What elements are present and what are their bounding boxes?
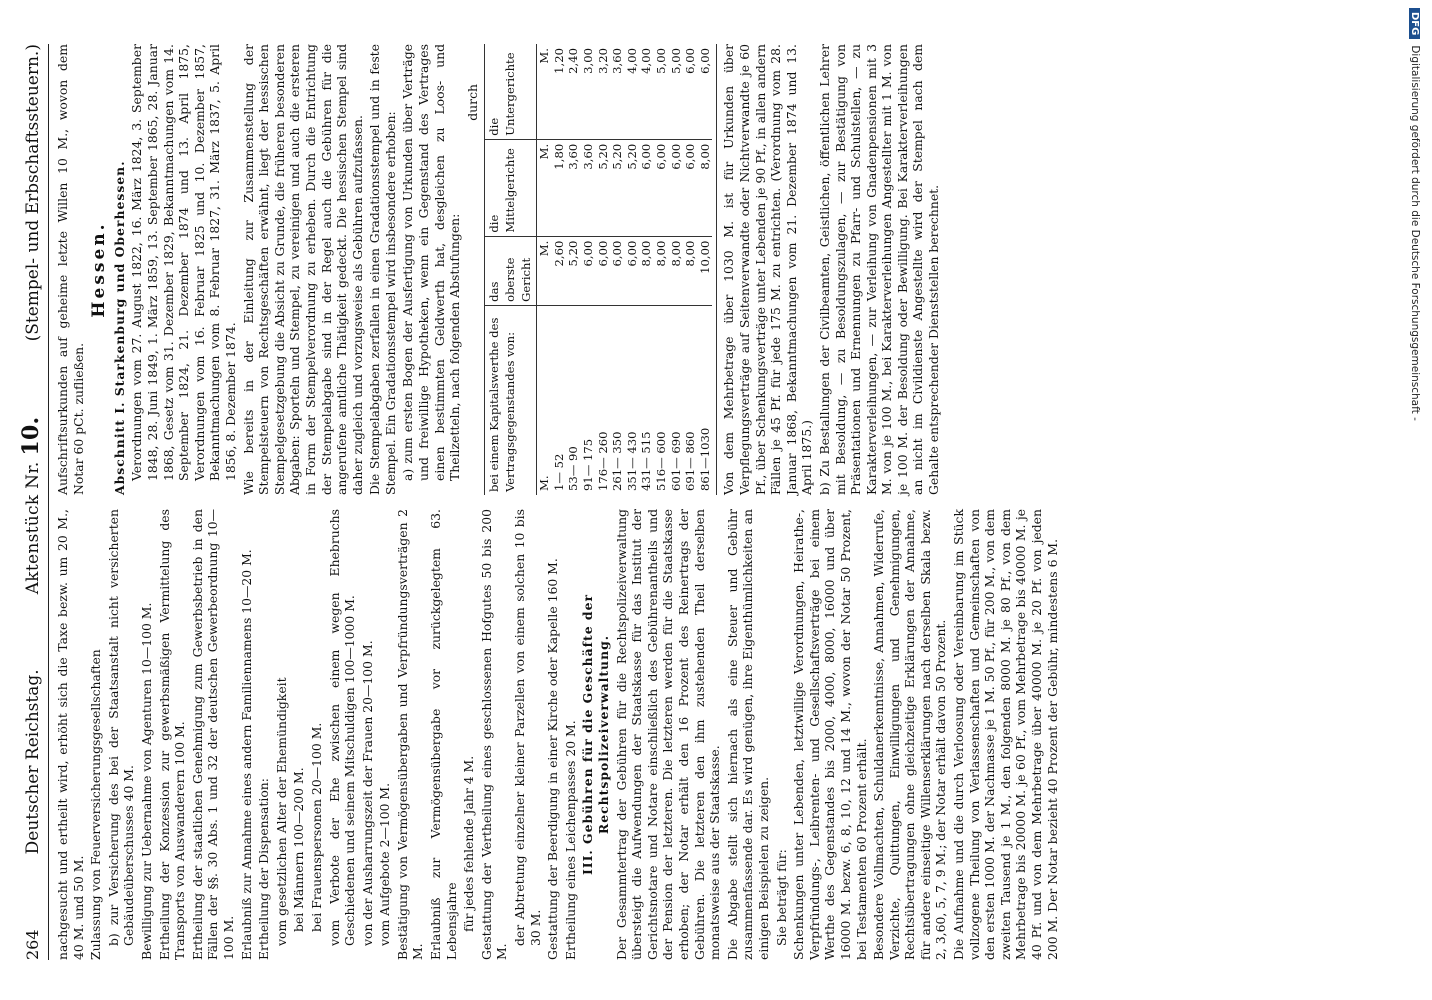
table-cell: 6,00 — [639, 139, 654, 236]
table-cell: 5,20 — [625, 139, 640, 236]
table-cell: 3,60 — [566, 139, 581, 236]
paragraph: vom Verbote der Ehe zwischen einem wegen Ehebruchs Geschiedenen und seinem Mitschuldigen 100—1000 M. — [326, 509, 358, 946]
paragraph: vom gesetzlichen Alter der Ehemündigkeit — [273, 677, 289, 946]
table-row — [683, 44, 698, 495]
paragraph: Die Stempelabgaben zerfallen in einen Gradationsstempel und in feste Stempel. Ein Gradationsstempel wird insbesondere erhoben: — [367, 44, 398, 495]
table-cell: M. — [537, 475, 552, 491]
table-body — [537, 44, 713, 495]
table-row — [566, 44, 581, 495]
paragraph: vom Aufgebote 2—100 M. — [377, 782, 393, 946]
dfg-logo: DFG — [1410, 8, 1421, 39]
table-cell: 431— 515 — [639, 431, 654, 491]
table-caption: durch — [464, 84, 480, 121]
table-cell: 8,00 — [669, 236, 684, 305]
table-cell: 861—1030 — [697, 427, 712, 491]
state-heading: Hessen. — [89, 221, 110, 318]
paragraph: Ertheilung der Konzession zur gewerbsmäßigen Vermittelung des Transports von Auswanderern 100 M. — [156, 509, 188, 960]
section-heading: III. Gebühren für die Geschäfte der Rechtspolizeiverwaltung. — [580, 594, 611, 875]
table-cell: 6,00 — [610, 236, 625, 305]
table-cell: 1,20 — [552, 44, 567, 139]
paragraph: Schenkungen unter Lebenden, letztwillige Verordnungen, Heirathe-, Verpfründungs-, Leibrenten- und Gesellschaftsverträge bei einem Werthe des Gegenstandes bis 2000, 4000, 8000, 16000 und über 16000 M. bezw. 6, 8, 10, 12 und 14 M., wovon der Notar 50 Prozent, bei Testamenten 60 Prozent erhält. — [791, 509, 869, 960]
table-cell: 691— 860 — [683, 431, 698, 491]
table-header: die Untergerichte — [485, 44, 537, 139]
table-cell: 6,00 — [683, 139, 698, 236]
paragraph: von der Ausharrungszeit der Frauen 20—100 M. — [359, 640, 375, 946]
table-cell: 3,60 — [610, 44, 625, 139]
paragraph: Wie bereits in der Einleitung zur Zusammenstellung der Stempelsteuern von Rechtsgeschäften erwähnt, liegt der hessischen Stempelgesetzgebung die Absicht zu Grunde, die früheren besonderen Abgaben: Sporteln und Stempel, zu vereinigen und auch die ersteren in Form der Stempelverordnung zu erheben. Durch die Entrichtung der Stempelabgabe sind in der Regel auch die Gebühren für die angerufene amtliche Thätigkeit gedeckt. Die hessischen Stempel sind daher zugleich und vorzugsweise als Gebühren aufzufassen. — [240, 44, 365, 495]
page-number: 264 — [23, 929, 42, 960]
header-right-title: (Stempel- und Erbschaftssteuern.) — [23, 44, 43, 342]
table-cell: M. — [537, 44, 552, 139]
table-cell: 5,20 — [566, 236, 581, 305]
table-cell: 53— 90 — [566, 446, 581, 491]
paragraph: Zulassung von Feuerversicherungsgesellschaften — [88, 649, 104, 960]
table-cell: M. — [537, 139, 552, 236]
table-cell: M. — [537, 236, 552, 305]
table-row — [639, 44, 654, 495]
paragraph: nachgesucht und ertheilt wird, erhöht sich die Taxe bezw. um 20 M., 40 M. und 50 M. — [55, 509, 86, 960]
table-header-row — [485, 44, 537, 495]
table-cell: 8,00 — [654, 236, 669, 305]
paragraph: Bestätigung von Vermögensübergaben und Verpfründungsverträgen 2 M. — [394, 509, 426, 960]
table-cell: 2,60 — [552, 236, 567, 305]
table-cell: 1,80 — [552, 139, 567, 236]
paragraph: bei Männern 100—200 M. — [291, 767, 307, 932]
paragraph: Von dem Mehrbetrage über 1030 M. ist für Urkunden über Verpflegungsverträge auf Seitenverwandte oder Nichtverwandte je 60 Pf., über Schenkungsverträge unter Lebenden je 90 Pf., in allen andern Fällen je 45 Pf. für jede 175 M. zu entrichten. (Verordnung vom 28. Januar 1868, Bekanntmachungen vom 21. Dezember 1874 und 13. April 1875.) — [721, 44, 815, 495]
table-cell: 601— 690 — [668, 431, 683, 491]
table-cell: 6,00 — [683, 44, 698, 139]
table-cell: 6,00 — [581, 236, 596, 305]
paragraph: Ertheilung der staatlichen Genehmigung zum Gewerbsbetrieb in den Fällen der §§. 30 Abs. 1 und 32 der deutschen Gewerbeordnung 10—100 M. — [189, 509, 236, 960]
table-row — [625, 44, 640, 495]
subsection-heading: Abschnitt I. Starkenburg und Oberhessen. — [111, 160, 127, 495]
table-cell: 3,00 — [581, 44, 596, 139]
table-cell: 3,20 — [596, 44, 611, 139]
table-row — [669, 44, 684, 495]
table-row — [610, 44, 625, 495]
table-row — [654, 44, 669, 495]
table-cell: 1— 52 — [551, 453, 566, 491]
paragraph: Sie beträgt für: — [773, 849, 789, 946]
header-mid-title: Aktenstück Nr. — [23, 461, 43, 595]
table-header: das oberste Gericht — [485, 236, 537, 305]
table-cell: 3,60 — [581, 139, 596, 236]
table-cell: 5,20 — [610, 139, 625, 236]
document-number: 10. — [18, 416, 44, 456]
paragraph: a) zum ersten Bogen der Ausfertigung von Urkunden über Verträge und freiwillige Hypotheken, wenn ein Gegenstand des Vertrages einen bestimmten Geldwerth hat, desgleichen zu Loos- und Theilzetteln, nach folgenden Abstufungen: — [400, 44, 463, 481]
table-cell: 4,00 — [625, 44, 640, 139]
table-cell: 5,20 — [596, 139, 611, 236]
paragraph: Gestattung der Beerdigung in einer Kirche oder Kapelle 160 M. — [545, 558, 561, 960]
header-left-title: Deutscher Reichstag. — [23, 669, 43, 855]
table-cell: 261— 350 — [610, 431, 625, 491]
paragraph: bei Frauenspersonen 20—100 M. — [308, 722, 324, 932]
credit-text: Digitalisierung gefördert durch die Deutsche Forschungsgemeinschaft - — [1409, 45, 1421, 421]
table-cell: 8,00 — [639, 236, 654, 305]
table-row — [596, 44, 611, 495]
paragraph: Die Abgabe stellt sich hiernach als eine Steuer und Gebühr zusammenfassende dar. Es wird genügen, ihre Eigenthümlichkeiten an einigen Beispielen zu zeigen. — [724, 509, 771, 960]
table-cell: 6,00 — [625, 236, 640, 305]
paragraph: Ertheilung eines Leichenpasses 20 M. — [562, 720, 578, 960]
paragraph: Erlaubniß zur Annahme eines andern Familiennamens 10—20 M. — [238, 549, 254, 960]
paragraph: Erlaubniß zur Vermögensübergabe vor zurückgelegtem 63. Lebensjahre — [428, 509, 459, 960]
table-cell: 516— 600 — [653, 431, 668, 491]
table-row — [581, 44, 596, 495]
paragraph: Besondere Vollmachten, Schuldanerkenntnisse, Annahmen, Widerrufe, Verzichte, Quittungen, Einwilligungen und Genehmigungen, Rechtsübertragungen ohne gleichzeitige Erklärungen der Annahme, für andere einseitige Willenserklärungen nach derselben Skala bezw. 2, 3,60, 5, 7, 9 M.; der Notar erhält davon 50 Prozent. — [871, 509, 949, 960]
paragraph: b) Zu Bestallungen der Civilbeamten, Geistlichen, öffentlichen Lehrer mit Besoldung, — zu Besoldungszulagen, — zur Bestätigung von Präsentationen und Ernennungen zu Pfarr- und Schulstellen, — zu Karakterverleihungen, — zur Verleihung von Gnadenpensionen mit 3 M. von je 100 M., bei Karakterverleihungen Angestellter mit 1 M. von je 100 M. der Besoldung oder Bewilligung. Bei Karakterverleihungen an nicht im Civildienste Angestellte wird der Stempel nach dem Gehalte entsprechender Dienststellen berechnet. — [816, 44, 942, 495]
table-cell: 8,00 — [698, 139, 713, 236]
table-cell: 8,00 — [683, 236, 698, 305]
table-cell: 351— 430 — [624, 431, 639, 491]
table-cell: 6,00 — [698, 44, 713, 139]
table-cell: 6,00 — [669, 139, 684, 236]
paragraph: der Abtretung einzelner kleiner Parzellen von einem solchen 10 bis 30 M. — [512, 509, 543, 946]
paragraph: b) zur Versicherung des bei der Staatsanstalt nicht versicherten Gebäudeüberschusses 40 M. — [105, 509, 137, 946]
table-cell: 91— 175 — [581, 438, 595, 491]
fee-table — [484, 44, 712, 495]
table-cell: 4,00 — [639, 44, 654, 139]
table-cell: 176— 260 — [595, 431, 610, 491]
header-mid — [18, 416, 44, 594]
table-cell: 5,00 — [654, 44, 669, 139]
law-references: Verordnungen vom 27. August 1822, 16. März 1824, 3. September 1848, 28. Juni 1849, 1. März 1859, 13. September 1865, 28. Januar 1868, Gesetz vom 31. Dezember 1829, Bekanntmachungen vom 14. September 1824, 21. Dezember 1874 und 13. April 1875, Verordnungen vom 16. Februar 1825 und 10. Dezember 1857, Bekanntmachungen vom 8. Februar 1827, 31. März 1837, 5. April 1856, 8. Dezember 1874. — [129, 44, 238, 481]
table-cell: 10,00 — [698, 236, 713, 305]
table-row — [698, 44, 713, 495]
table-header: bei einem Kapitalswerthe des Vertragsgegenstandes von: — [485, 305, 537, 495]
table-row — [552, 44, 567, 495]
paragraph: Bewilligung zur Uebernahme von Agenturen 10—100 M. — [138, 602, 154, 960]
table-units-row — [537, 44, 552, 495]
right-column — [55, 44, 1062, 495]
paragraph: Aufschriftsurkunden auf geheime letzte Willen 10 M., wovon dem Notar 60 pCt. zufließen. — [55, 44, 86, 495]
table-cell: 5,00 — [669, 44, 684, 139]
paragraph: Der Gesammtertrag der Gebühren für die Rechtspolizeiverwaltung übersteigt die Aufwendungen der Staatskasse für das Institut der Gerichtsnotare und Notare einschließlich des Gebührenantheils und der Pension der letzteren. Die letzteren werden für die Staatskasse erhoben; der Notar erhält den 16 Prozent des Reinertrags der Gebühren. Die letzteren den ihm zustehenden Theil derselben monatsweise aus der Staatskasse. — [613, 509, 723, 960]
page-header — [18, 44, 49, 960]
table-cell: 2,40 — [566, 44, 581, 139]
paragraph: Die Aufnahme und die durch Verloosung oder Vereinbarung im Stück vollzogene Theilung von Verlassenschaften und Gemeinschaften von den ersten 1000 M. der Nachmasse je 1 M. 50 Pf., für 200 M., von dem zweiten Tausend je 1 M., den folgenden 8000 M. je 80 Pf., von dem Mehrbetrage bis 20000 M. je 60 Pf., vom Mehrbetrage bis 40000 M. je 40 Pf. und von dem Mehrbetrage über 40000 M. je 20 Pf. von jeden 200 M. Der Notar bezieht 40 Prozent der Gebühr, mindestens 6 M. — [951, 509, 1060, 960]
table-cell: 6,00 — [596, 236, 611, 305]
divider — [716, 44, 717, 495]
digitization-credit — [1404, 8, 1426, 992]
paragraph: für jedes fehlende Jahr 4 M. — [461, 755, 477, 932]
paragraph: Ertheilung der Dispensation: — [256, 778, 272, 960]
table-cell: 6,00 — [654, 139, 669, 236]
paragraph: Gestattung der Vertheilung eines geschlossenen Hofgutes 50 bis 200 M. — [478, 509, 510, 960]
table-header: die Mittelgerichte — [485, 139, 537, 236]
left-column — [55, 509, 1062, 960]
